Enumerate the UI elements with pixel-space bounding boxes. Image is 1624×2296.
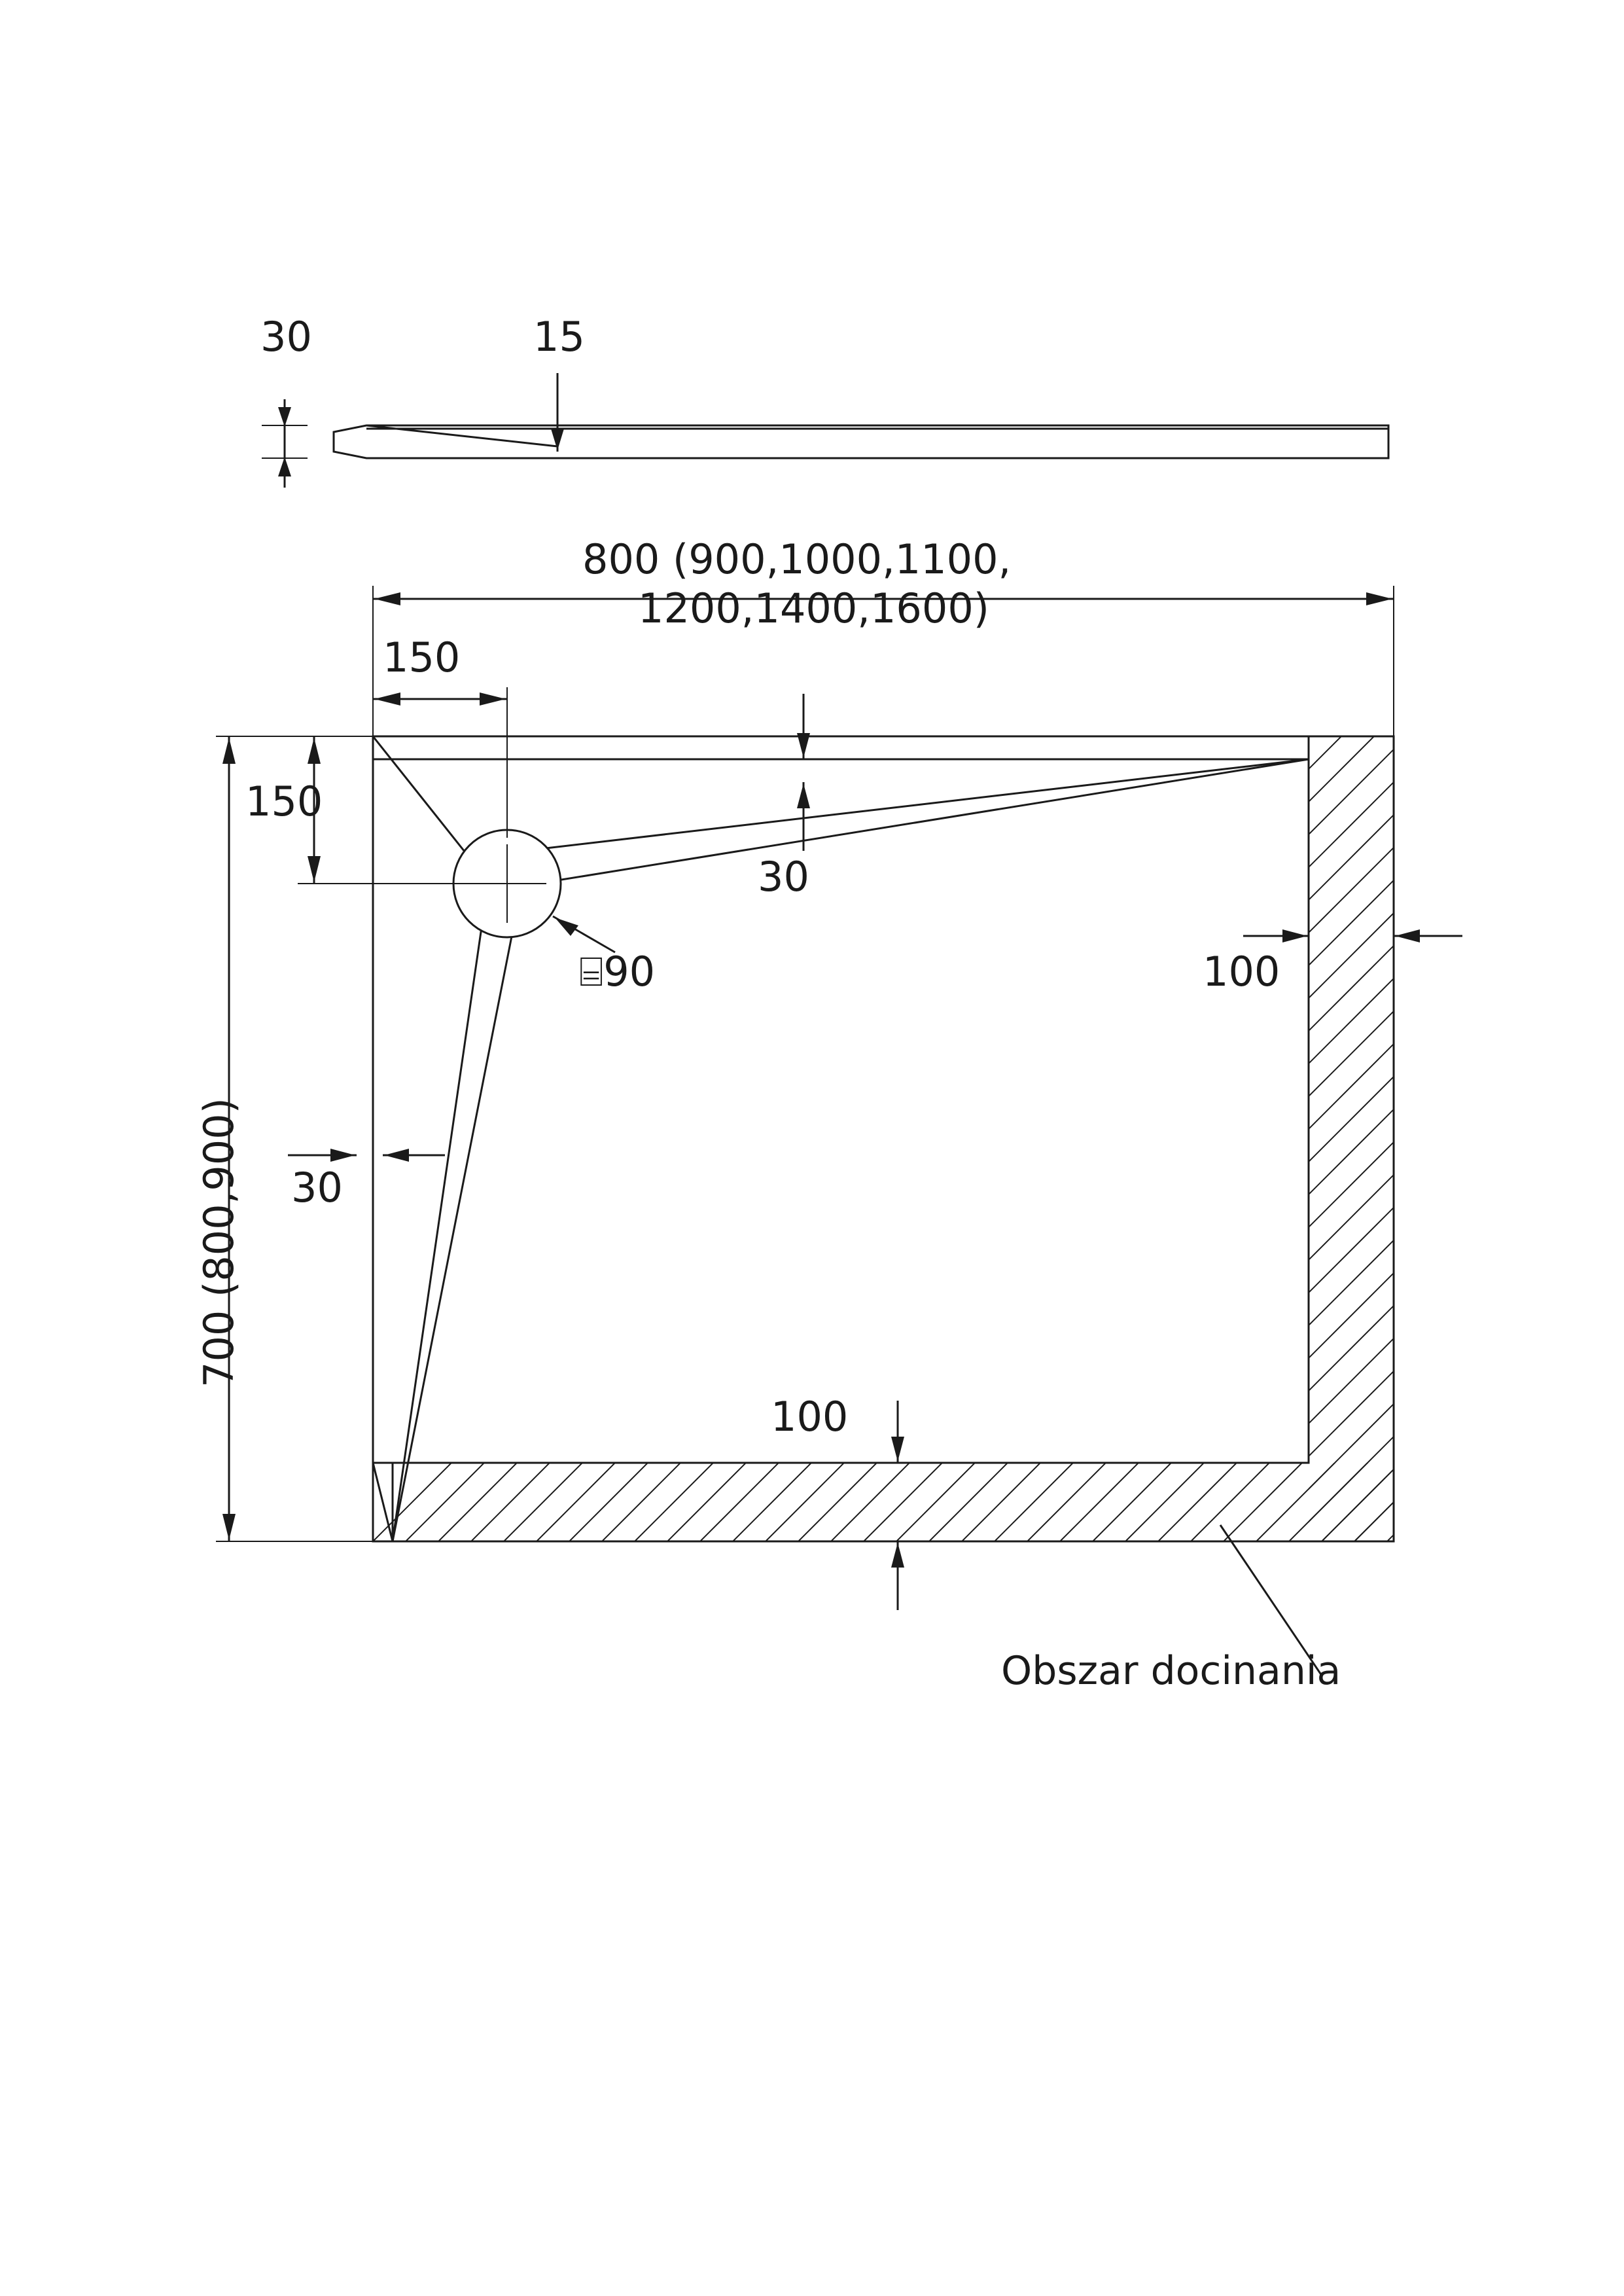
label-width-line2: 1200,1400,1600) <box>638 584 989 632</box>
label-cut-right-100: 100 <box>1203 948 1280 996</box>
label-slope-top-30: 30 <box>758 853 809 901</box>
label-side-thickness-30: 30 <box>260 313 312 361</box>
dim-slope-top-30 <box>797 694 810 851</box>
dim-side-thickness-30 <box>262 399 308 488</box>
label-height-700: 700 (800,900) <box>195 1098 243 1388</box>
label-cut-bottom-100: 100 <box>771 1393 849 1441</box>
dim-cut-bottom-100 <box>891 1401 904 1610</box>
label-drain-offset-y-150: 150 <box>245 778 323 825</box>
side-view-group <box>334 425 1388 458</box>
label-cut-area-callout: Obszar docinania <box>1001 1648 1341 1694</box>
label-drain-diameter-90: ⌸90 <box>579 948 656 996</box>
side-view-profile <box>334 425 1388 458</box>
label-side-edge-15: 15 <box>533 313 585 361</box>
dim-slope-left-30 <box>288 1149 445 1162</box>
dim-cut-right-100 <box>1243 929 1462 942</box>
leader-drain-diameter <box>553 916 615 952</box>
dim-side-edge-15 <box>551 373 564 452</box>
cut-area-right-hatch <box>1224 566 1479 1770</box>
label-width-line1: 800 (900,1000,1100, <box>582 535 1012 583</box>
label-drain-offset-x-150: 150 <box>383 634 461 681</box>
label-slope-left-30: 30 <box>291 1164 343 1211</box>
